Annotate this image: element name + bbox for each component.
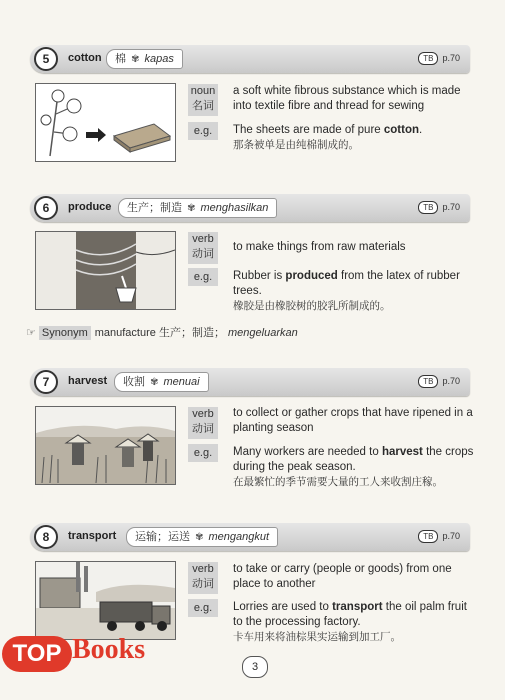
part-of-speech: [188, 232, 218, 264]
part-of-speech: [188, 84, 218, 116]
example-keyword: produced: [285, 270, 338, 282]
flower-icon: ✾: [187, 203, 196, 214]
example-text: Lorries are used to: [233, 601, 333, 613]
malay-translation: menghasilkan: [200, 202, 269, 214]
flower-icon: ✾: [131, 54, 140, 65]
entry-header-harvest: [30, 368, 470, 396]
example-chinese: 那条被单是由纯棉制成的。: [233, 139, 359, 151]
example-keyword: transport: [332, 601, 383, 613]
chinese-translation: 收割: [123, 376, 145, 388]
example-text: the crops during the peak season.: [233, 446, 474, 473]
translation-box: [118, 198, 277, 218]
tb-page: p.70: [442, 53, 460, 63]
textbook-reference: [418, 375, 460, 388]
entry-word: harvest: [68, 375, 108, 387]
example-sentence: [233, 445, 478, 490]
synonym-malay: mengeluarkan: [228, 327, 298, 339]
pos-english: verb: [192, 408, 214, 420]
harvest-illustration: [35, 406, 176, 485]
entry-header-transport: [30, 523, 470, 551]
flower-icon: ✾: [195, 532, 204, 543]
definition: to take or carry (people or goods) from one place to another: [233, 563, 452, 590]
definition: to make things from raw materials: [233, 241, 406, 253]
entry-number: 7: [34, 370, 58, 394]
chinese-translation: 生产；制造: [127, 202, 182, 214]
tb-badge: TB: [418, 375, 438, 388]
example-chinese: 橡胶是由橡胶树的胶乳所制成的。: [233, 300, 391, 312]
example-label: e.g.: [188, 122, 218, 140]
example-chinese: 卡车用来将油棕果实运输到加工厂。: [233, 631, 401, 643]
tb-badge: TB: [418, 52, 438, 65]
pos-english: noun: [190, 85, 216, 97]
entry-word: produce: [68, 201, 112, 213]
tb-badge: TB: [418, 530, 438, 543]
example-text: from the latex of rubber trees.: [233, 270, 460, 297]
topbooks-logo: [0, 628, 180, 678]
example-text: .: [419, 124, 423, 136]
example-label: e.g.: [188, 268, 218, 286]
entry-word: transport: [68, 530, 117, 542]
example-chinese: 在最繁忙的季节需要大量的工人来收割庄稼。: [233, 476, 443, 488]
example-label: e.g.: [188, 599, 218, 617]
textbook-reference: [418, 52, 460, 65]
cotton-illustration: [35, 83, 176, 162]
pos-english: verb: [192, 233, 214, 245]
example-keyword: cotton: [383, 124, 420, 136]
synonym-chinese: 生产；制造；: [158, 327, 225, 339]
pos-chinese: 名词: [192, 100, 214, 112]
textbook-reference: [418, 201, 460, 214]
example-sentence: [233, 269, 478, 314]
example-label: e.g.: [188, 444, 218, 462]
chinese-translation: 运输；运送: [135, 531, 190, 543]
malay-translation: kapas: [144, 53, 174, 65]
tb-page: p.70: [442, 376, 460, 386]
example-sentence: [233, 123, 478, 153]
chinese-translation: 棉: [115, 53, 126, 65]
example-text: The sheets are made of pure: [233, 124, 384, 136]
translation-box: [126, 527, 278, 547]
pos-english: verb: [192, 563, 214, 575]
entry-word: cotton: [68, 52, 102, 64]
example-keyword: harvest: [381, 446, 423, 458]
flower-icon: ✾: [150, 377, 159, 388]
entry-header-produce: [30, 194, 470, 222]
translation-box: [114, 372, 209, 392]
pos-chinese: 动词: [192, 248, 214, 260]
translation-box: [106, 49, 183, 69]
malay-translation: menuai: [163, 376, 200, 388]
definition: to collect or gather crops that have ripened in a planting season: [233, 407, 473, 434]
entry-number: 5: [34, 47, 58, 71]
synonym-label: Synonym: [39, 326, 91, 340]
example-text: Rubber is: [233, 270, 286, 282]
tb-page: p.70: [442, 531, 460, 541]
tb-badge: TB: [418, 201, 438, 214]
example-text: the oil palm fruit to the processing factory.: [233, 601, 467, 628]
part-of-speech: [188, 562, 218, 594]
textbook-reference: [418, 530, 460, 543]
example-sentence: [233, 600, 478, 645]
malay-translation: mengangkut: [208, 531, 270, 543]
logo-top: TOP: [2, 636, 72, 672]
pointing-hand-icon: ☞: [26, 327, 36, 339]
synonym-line: [26, 324, 298, 340]
entry-number: 6: [34, 196, 58, 220]
entry-header-cotton: [30, 45, 470, 73]
rubber-tree-illustration: [35, 231, 176, 310]
synonym-word: manufacture: [94, 327, 156, 339]
pos-chinese: 动词: [192, 423, 214, 435]
entry-number: 8: [34, 525, 58, 549]
part-of-speech: [188, 407, 218, 439]
tb-page: p.70: [442, 202, 460, 212]
example-text: Many workers are needed to: [233, 446, 382, 458]
page-number: 3: [242, 656, 268, 678]
logo-books: Books: [72, 634, 146, 665]
pos-chinese: 动词: [192, 578, 214, 590]
definition: a soft white fibrous substance which is made into textile fibre and thread for sewing: [233, 85, 461, 112]
